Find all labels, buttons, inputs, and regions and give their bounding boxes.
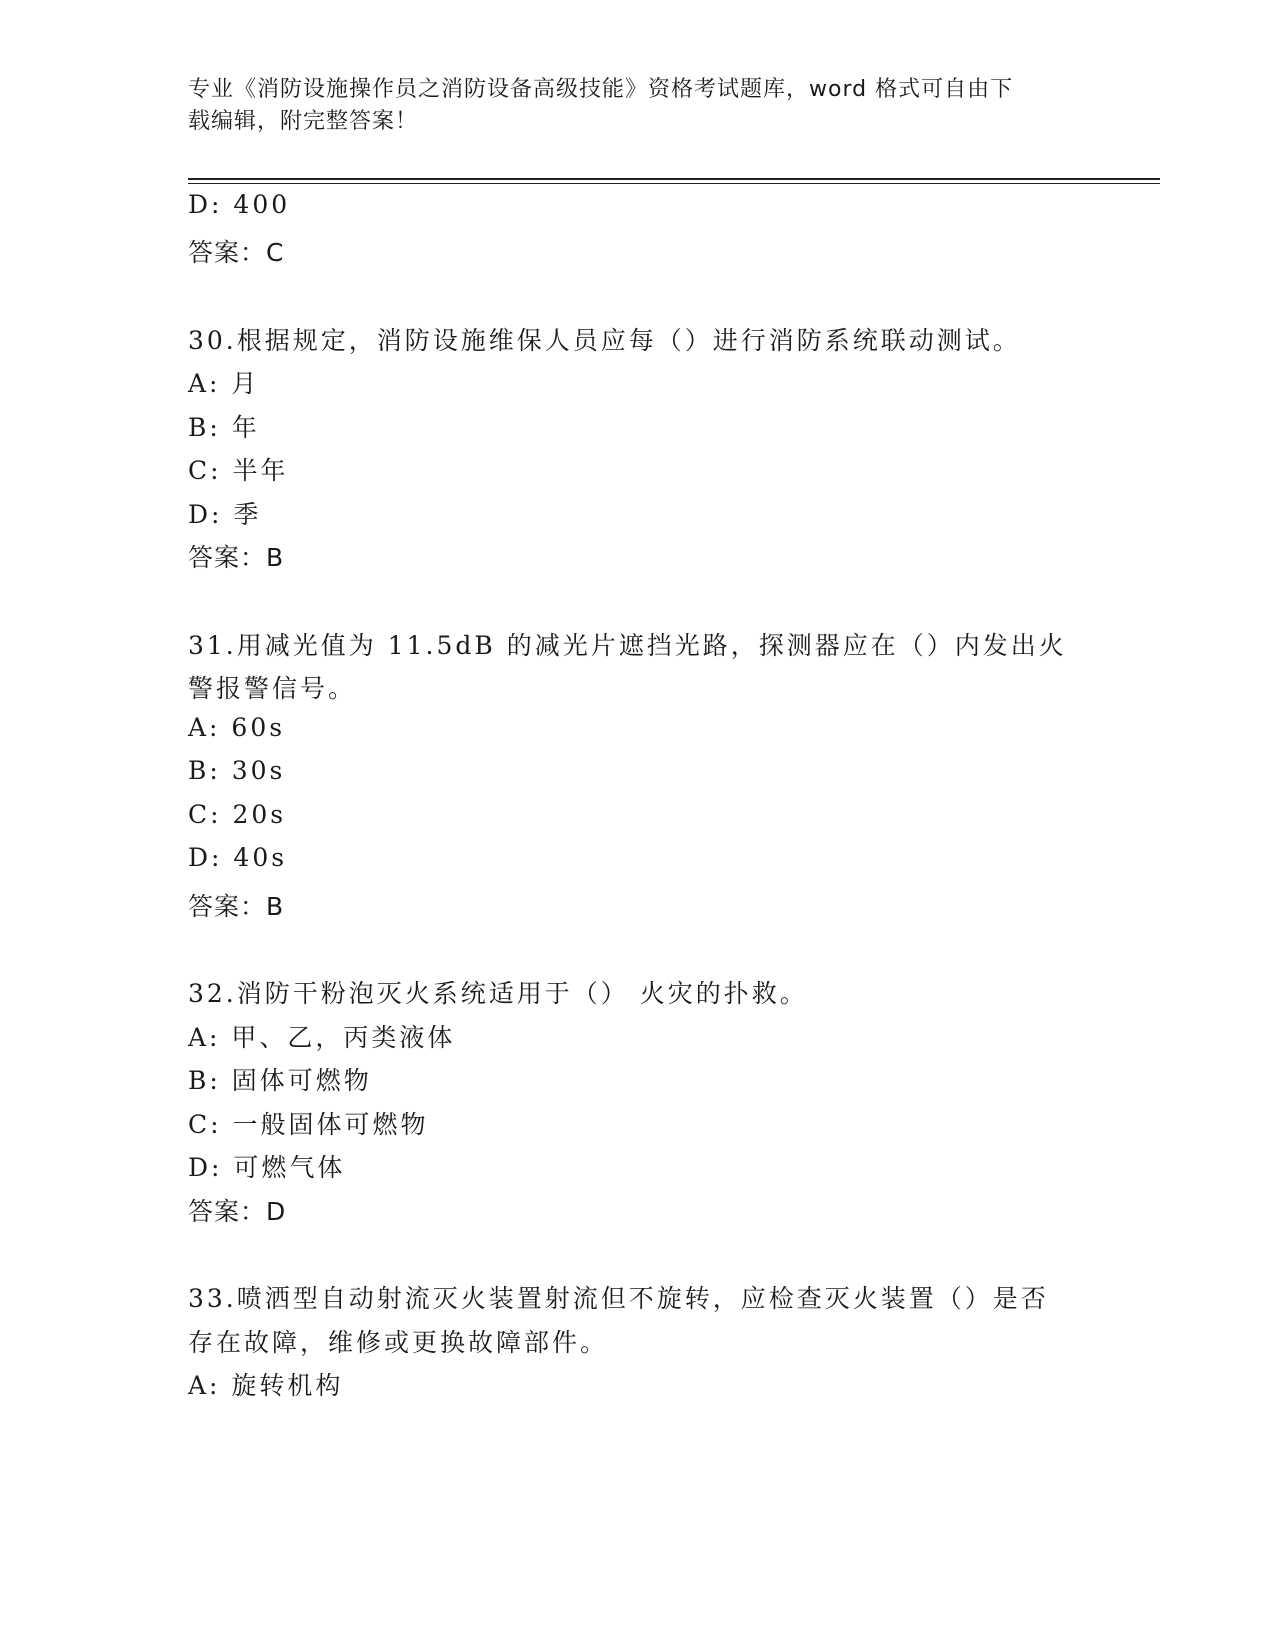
header-line-1: 专业《消防设施操作员之消防设备高级技能》资格考试题库，word 格式可自由下 [188, 77, 1014, 102]
q30-option-c: C: 半年 [188, 456, 289, 485]
q33-stem-line-1: 33.喷洒型自动射流灭火装置射流但不旋转，应检查灭火装置（）是否 [188, 1284, 1049, 1313]
q33-option-a: A: 旋转机构 [188, 1371, 344, 1400]
header-line-2: 载编辑，附完整答案！ [188, 109, 419, 134]
header-divider-thick [188, 178, 1160, 180]
q32-option-b: B: 固体可燃物 [188, 1066, 372, 1095]
q31-option-c: C: 20s [188, 800, 287, 829]
q32-option-c: C: 一般固体可燃物 [188, 1110, 429, 1139]
q31-stem-line-2: 警报警信号。 [188, 674, 357, 703]
q32-option-a: A: 甲、乙，丙类液体 [188, 1023, 456, 1052]
q31-option-a: A: 60s [188, 713, 286, 742]
header-divider-thin [188, 183, 1160, 184]
page-header [188, 74, 1068, 138]
q32-option-d: D: 可燃气体 [188, 1153, 346, 1182]
q31-stem-line-1: 31.用减光值为 11.5dB 的减光片遮挡光路，探测器应在（）内发出火 [188, 631, 1067, 660]
prev-option-d: D: 400 [188, 190, 291, 219]
q31-option-b: B: 30s [188, 756, 286, 785]
q31-answer: 答案：B [188, 892, 285, 921]
q32-answer: 答案：D [188, 1197, 287, 1226]
prev-answer: 答案：C [188, 238, 285, 267]
q30-answer: 答案：B [188, 543, 285, 572]
q30-option-a: A: 月 [188, 369, 260, 398]
q30-option-b: B: 年 [188, 413, 260, 442]
q30-option-d: D: 季 [188, 500, 262, 529]
q30-stem: 30.根据规定，消防设施维保人员应每（）进行消防系统联动测试。 [188, 326, 1021, 355]
q31-option-d: D: 40s [188, 843, 288, 872]
q33-stem-line-2: 存在故障，维修或更换故障部件。 [188, 1328, 609, 1357]
q32-stem: 32.消防干粉泡灭火系统适用于（） 火灾的扑救。 [188, 979, 808, 1008]
